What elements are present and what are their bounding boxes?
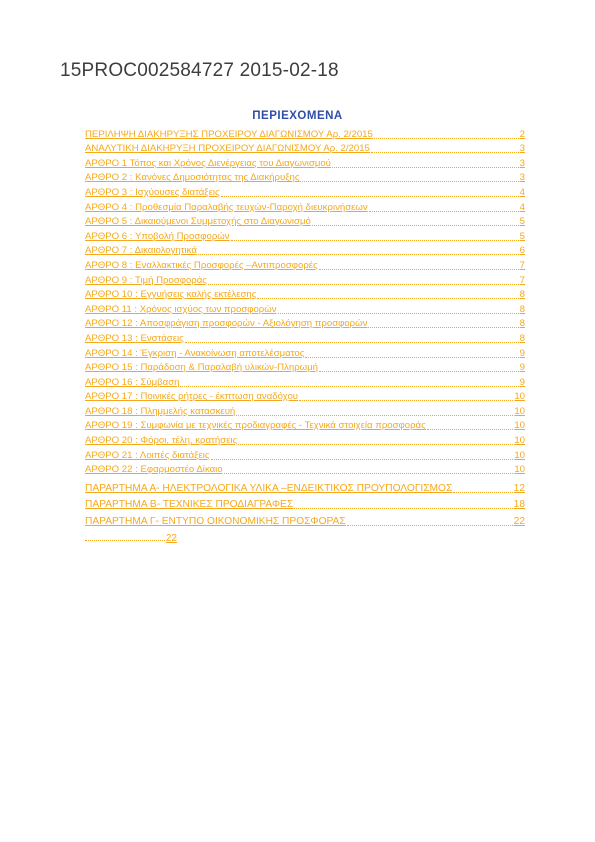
dot-leader: [231, 240, 519, 241]
toc-entry-label: ΑΡΘΡΟ 22 : Εφαρμοστέο Δίκαιο: [85, 464, 223, 476]
toc-entry[interactable]: [85, 302, 525, 317]
toc-entry-page-number: 7: [519, 274, 525, 286]
toc-entry[interactable]: [85, 331, 525, 346]
toc-entry-page-number: 10: [514, 391, 525, 403]
toc-entry-page-number: 4: [519, 186, 525, 198]
dot-leader: [85, 540, 165, 541]
toc-entry[interactable]: [85, 433, 525, 448]
dot-leader: [319, 371, 519, 372]
toc-entry-label: ΑΡΘΡΟ 15 : Παράδοση & Παραλαβή υλικών-Πληρωμή: [85, 362, 318, 374]
toc-entry[interactable]: [85, 361, 525, 376]
toc-entry-page-number: 8: [519, 303, 525, 315]
toc-entry-page-number: 3: [519, 143, 525, 155]
toc-entry[interactable]: [85, 479, 525, 496]
toc-entry-page-number: 9: [519, 376, 525, 388]
toc-entry-label: ΑΡΘΡΟ 12 : Αποσφράγιση προσφορών - Αξιολόγηση προσφορών: [85, 318, 368, 330]
toc-entry-label: ΑΡΘΡΟ 16 : Σύμβαση: [85, 376, 180, 388]
toc-entry-label: ΑΡΘΡΟ 18 : Πλημμελής κατασκευή: [85, 405, 236, 417]
toc-entry[interactable]: [85, 317, 525, 332]
toc-entry-page-number: 4: [519, 201, 525, 213]
toc-entry-label: ΑΡΘΡΟ 3 : Ισχύουσες διατάξεις: [85, 186, 220, 198]
toc-entry[interactable]: [85, 512, 525, 529]
dot-leader: [300, 181, 518, 182]
toc-entry-label: ΑΡΘΡΟ 1 Τόπος και Χρόνος Διενέργειας του Διαγωνισμού: [85, 157, 331, 169]
dot-leader: [238, 444, 513, 445]
dot-leader: [257, 298, 518, 299]
toc-entry-label: ΠΑΡΑΡΤΗΜΑ Β- ΤΕΧΝΙΚΕΣ ΠΡΟΔΙΑΓΡΑΦΕΣ: [85, 499, 294, 511]
toc-entry-page-number: 22: [165, 533, 177, 545]
dot-leader: [319, 269, 519, 270]
toc-entry[interactable]: [85, 404, 525, 419]
toc-entry-label: ΑΡΘΡΟ 7 : Δικαιολογητικά: [85, 245, 197, 257]
dot-leader: [453, 492, 512, 493]
toc-entry-label: ΑΡΘΡΟ 10 : Εγγυήσεις καλής εκτέλεσης: [85, 289, 257, 301]
toc-entry[interactable]: [85, 215, 525, 230]
toc-trailing-entry[interactable]: [85, 529, 177, 544]
toc-entry-page-number: 5: [519, 230, 525, 242]
toc-entry[interactable]: [85, 375, 525, 390]
toc-entry-label: ΑΡΘΡΟ 19 : Συμφωνία με τεχνικές προδιαγραφές - Τεχνικά στοιχεία προσφοράς: [85, 420, 426, 432]
toc-entry[interactable]: [85, 244, 525, 259]
toc-entry-page-number: 6: [519, 245, 525, 257]
toc-entry[interactable]: [85, 496, 525, 513]
table-of-contents: [85, 127, 525, 544]
toc-entry[interactable]: [85, 346, 525, 361]
dot-leader: [332, 167, 519, 168]
dot-leader: [368, 327, 518, 328]
toc-entry[interactable]: [85, 258, 525, 273]
toc-entry-page-number: 10: [514, 435, 525, 447]
toc-entry-label: ΑΡΘΡΟ 20 : Φόροι, τέλη, κρατήσεις: [85, 435, 238, 447]
toc-entry-page-number: 9: [519, 362, 525, 374]
toc-entry-page-number: 3: [519, 157, 525, 169]
toc-entry-page-number: 2: [519, 128, 525, 140]
toc-entry[interactable]: [85, 448, 525, 463]
toc-entry-label: ΑΡΘΡΟ 11 : Χρόνος ισχύος των προσφορών: [85, 303, 277, 315]
dot-leader: [369, 211, 519, 212]
dot-leader: [221, 196, 519, 197]
dot-leader: [224, 473, 514, 474]
toc-entry[interactable]: [85, 185, 525, 200]
toc-entry[interactable]: [85, 463, 525, 478]
dot-leader: [427, 429, 514, 430]
dot-leader: [185, 342, 519, 343]
dot-leader: [294, 508, 513, 509]
toc-entry-page-number: 10: [514, 405, 525, 417]
toc-entry-page-number: 9: [519, 347, 525, 359]
toc-entry-label: ΑΡΘΡΟ 17 : Ποινικές ρήτρες - έκπτωση αναδόχου: [85, 391, 299, 403]
toc-entry-page-number: 7: [519, 259, 525, 271]
toc-entry-label: ΑΡΘΡΟ 8 : Εναλλακτικές Προσφορές –Αντιπροσφορές: [85, 259, 318, 271]
dot-leader: [236, 415, 513, 416]
toc-entry-page-number: 18: [513, 499, 525, 511]
toc-entry-label: ΑΝΑΛΥΤΙΚΗ ΔΙΑΚΗΡΥΞΗ ΠΡΟΧΕΙΡΟΥ ΔΙΑΓΩΝΙΣΜΟΥ Αρ. 2/2015: [85, 143, 370, 155]
dot-leader: [208, 284, 519, 285]
toc-entry[interactable]: [85, 156, 525, 171]
toc-entry-page-number: 8: [519, 289, 525, 301]
toc-entry[interactable]: [85, 171, 525, 186]
toc-entry-page-number: 22: [513, 516, 525, 528]
toc-entry-page-number: 3: [519, 172, 525, 184]
dot-leader: [198, 254, 519, 255]
dot-leader: [180, 386, 518, 387]
toc-entry-label: ΑΡΘΡΟ 13 : Ενστάσεις: [85, 332, 184, 344]
toc-entry-label: ΑΡΘΡΟ 14 : Έγκριση - Ανακοίνωση αποτελέσματος: [85, 347, 305, 359]
toc-entry[interactable]: [85, 127, 525, 142]
toc-entry[interactable]: [85, 390, 525, 405]
toc-entry-label: ΑΡΘΡΟ 5 : Δικαιούμενοι Συμμετοχής στο Διαγωνισμό: [85, 216, 311, 228]
toc-entry-label: ΑΡΘΡΟ 21 : Λοιπές διατάξεις: [85, 449, 210, 461]
dot-leader: [305, 357, 518, 358]
toc-entry[interactable]: [85, 142, 525, 157]
toc-entry-label: ΑΡΘΡΟ 9 : Τιμή Προσφοράς: [85, 274, 207, 286]
dot-leader: [278, 313, 519, 314]
toc-entry-label: ΑΡΘΡΟ 4 : Προθεσμία Παραλαβής τευχών-Παροχή διευκρινήσεων: [85, 201, 368, 213]
dot-leader: [312, 225, 519, 226]
dot-leader: [371, 152, 519, 153]
toc-entry-page-number: 5: [519, 216, 525, 228]
toc-entry-label: ΠΕΡΙΛΗΨΗ ΔΙΑΚΗΡΥΞΗΣ ΠΡΟΧΕΙΡΟΥ ΔΙΑΓΩΝΙΣΜΟΥ Αρ. 2/2015: [85, 128, 373, 140]
toc-entry-page-number: 8: [519, 332, 525, 344]
toc-entry[interactable]: [85, 229, 525, 244]
toc-entry-label: ΑΡΘΡΟ 6 : Υποβολή Προσφορών: [85, 230, 230, 242]
toc-entry-page-number: 10: [514, 449, 525, 461]
dot-leader: [374, 138, 519, 139]
toc-entry-page-number: 10: [514, 464, 525, 476]
toc-entry[interactable]: [85, 288, 525, 303]
document-id: 15PROC002584727 2015-02-18: [60, 60, 339, 81]
toc-entry-label: ΑΡΘΡΟ 2 : Κανόνες Δημοσιότητας της Διακήρυξης: [85, 172, 300, 184]
toc-entry[interactable]: [85, 273, 525, 288]
toc-entry-label: ΠΑΡΑΡΤΗΜΑ Γ- ΕΝΤΥΠΟ ΟΙΚΟΝΟΜΙΚΗΣ ΠΡΟΣΦΟΡΑΣ: [85, 516, 346, 528]
toc-entry[interactable]: [85, 200, 525, 215]
toc-entry-label: ΠΑΡΑΡΤΗΜΑ Α- ΗΛΕΚΤΡΟΛΟΓΙΚΑ ΥΛΙΚΑ –ΕΝΔΕΙΚΤΙΚΟΣ ΠΡΟΥΠΟΛΟΓΙΣΜΟΣ: [85, 482, 453, 494]
dot-leader: [211, 459, 514, 460]
toc-entry[interactable]: [85, 419, 525, 434]
dot-leader: [347, 525, 513, 526]
dot-leader: [299, 400, 513, 401]
toc-title: ΠΕΡΙΕΧΟΜΕΝΑ: [252, 110, 343, 122]
toc-entry-page-number: 8: [519, 318, 525, 330]
toc-entry-page-number: 10: [514, 420, 525, 432]
toc-entry-page-number: 12: [513, 482, 525, 494]
